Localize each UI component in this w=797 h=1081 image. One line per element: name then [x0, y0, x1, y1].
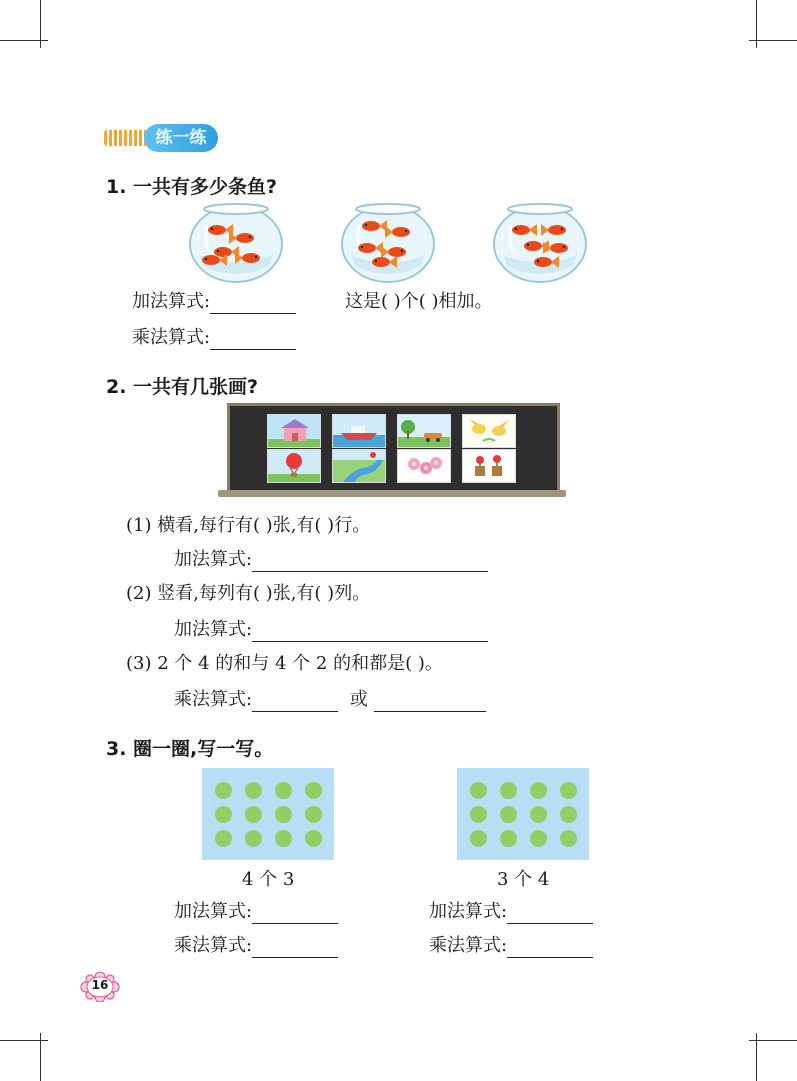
addition-label: 加法算式: [174, 549, 253, 570]
multiplication-label: 乘法算式: [174, 689, 253, 710]
dot [215, 830, 232, 847]
q2-part2: (2) 竖看,每列有( )张,有( )列。 [126, 583, 371, 604]
q2-part2-addition-row [174, 618, 488, 642]
answer-blank[interactable] [252, 939, 338, 958]
multiplication-label: 乘法算式: [429, 935, 508, 956]
q2-part1-addition-row [174, 548, 488, 572]
q2-part3: (3) 2 个 4 的和与 4 个 2 的和都是( )。 [126, 653, 443, 674]
page-number: 16 [91, 978, 109, 992]
dot [470, 806, 487, 823]
dot [275, 830, 292, 847]
dot [530, 782, 547, 799]
dot [560, 830, 577, 847]
dot [500, 806, 517, 823]
answer-blank[interactable] [252, 905, 338, 924]
addition-label: 加法算式: [429, 901, 508, 922]
answer-blank[interactable] [374, 693, 486, 712]
badge-decoration [104, 130, 148, 146]
dot [275, 782, 292, 799]
crop-mark [0, 40, 48, 41]
dot [560, 806, 577, 823]
addition-label: 加法算式: [132, 291, 211, 312]
q3-title: 3. 圈一圈,写一写。 [106, 738, 274, 760]
left-caption: 4 个 3 [242, 869, 295, 890]
dot [560, 782, 577, 799]
dot [530, 806, 547, 823]
fishbowl-2 [342, 204, 434, 282]
dot [245, 830, 262, 847]
picture-river [332, 449, 386, 483]
answer-blank[interactable] [252, 693, 338, 712]
crop-mark [0, 1040, 48, 1041]
fishbowl-illustrations [185, 200, 595, 284]
dot-grid-left [202, 768, 334, 860]
picture-birds [462, 414, 516, 448]
crop-mark [749, 40, 797, 41]
q1-title: 1. 一共有多少条鱼? [106, 176, 278, 198]
dot [530, 830, 547, 847]
answer-blank[interactable] [210, 331, 296, 350]
picture-flowers [397, 449, 451, 483]
picture-boat [332, 414, 386, 448]
dot [245, 806, 262, 823]
dot [500, 830, 517, 847]
dot [215, 806, 232, 823]
q3-left-multiplication-row [174, 934, 338, 958]
q2-title: 2. 一共有几张画? [106, 376, 259, 398]
dot [500, 782, 517, 799]
picture-house [267, 414, 321, 448]
dot [275, 806, 292, 823]
or-label: 或 [349, 689, 368, 710]
badge-label: 练一练 [144, 124, 218, 152]
answer-blank[interactable] [507, 905, 593, 924]
dot [215, 782, 232, 799]
fishbowl-1 [190, 204, 282, 282]
picture-car [397, 414, 451, 448]
fishbowl-3 [494, 204, 586, 282]
crop-mark [749, 1040, 797, 1041]
multiplication-label: 乘法算式: [132, 327, 211, 348]
q2-part3-multiplication-row [174, 688, 486, 712]
answer-blank[interactable] [507, 939, 593, 958]
q3-right-multiplication-row [429, 934, 593, 958]
dot [305, 806, 322, 823]
addition-label: 加法算式: [174, 901, 253, 922]
answer-blank[interactable] [252, 623, 488, 642]
q2-part1: (1) 横看,每行有( )张,有( )行。 [126, 515, 371, 536]
q3-right-addition-row [429, 900, 593, 924]
section-badge [104, 124, 218, 152]
addition-label: 加法算式: [174, 619, 253, 640]
q1-note: 这是( )个( )相加。 [345, 291, 493, 312]
dot [305, 782, 322, 799]
answer-blank[interactable] [252, 553, 488, 572]
dot [305, 830, 322, 847]
dot-grid-right [457, 768, 589, 860]
answer-blank[interactable] [210, 295, 296, 314]
page-number-badge [80, 972, 120, 1002]
picture-board [227, 403, 560, 497]
board-ledge [218, 490, 566, 497]
dot [470, 830, 487, 847]
picture-potted-plants [462, 449, 516, 483]
right-caption: 3 个 4 [497, 869, 550, 890]
q3-left-addition-row [174, 900, 338, 924]
q1-addition-row [132, 290, 296, 314]
dot [245, 782, 262, 799]
dot [470, 782, 487, 799]
q1-multiplication-row [132, 326, 296, 350]
picture-balloon [267, 449, 321, 483]
multiplication-label: 乘法算式: [174, 935, 253, 956]
